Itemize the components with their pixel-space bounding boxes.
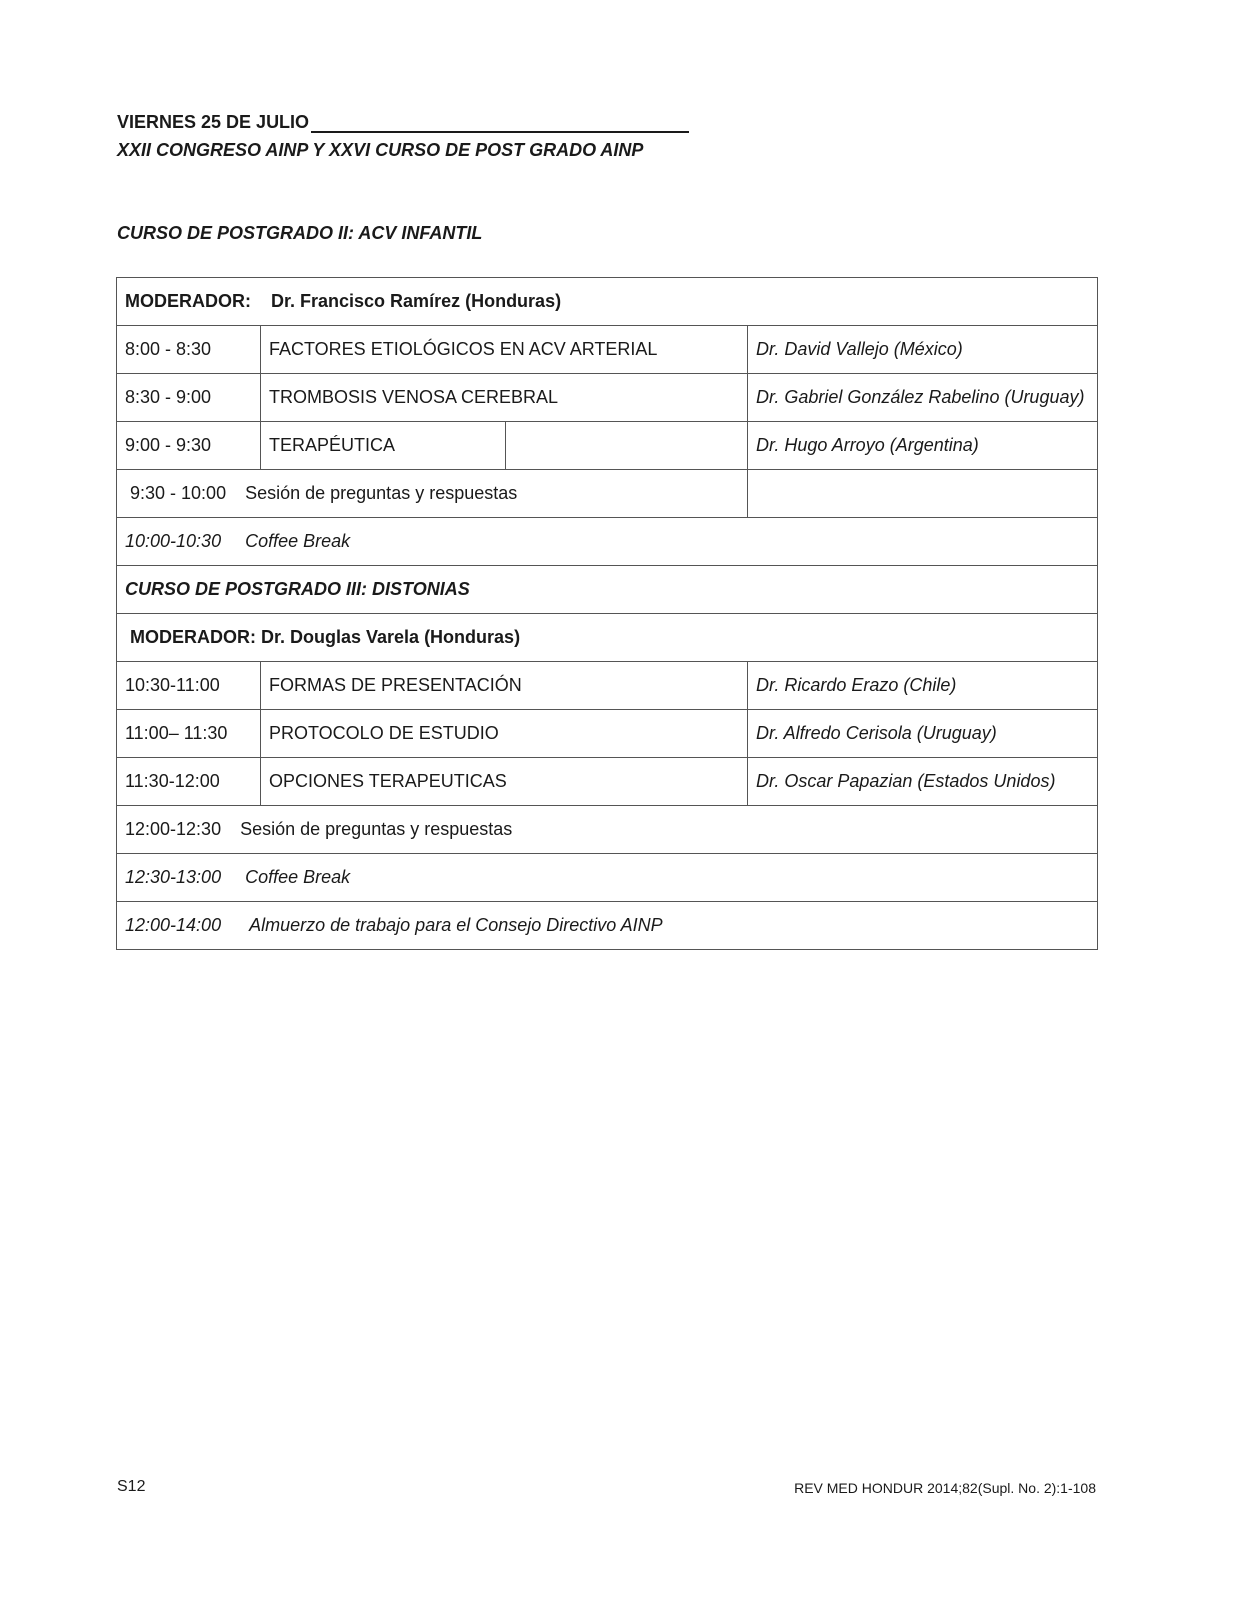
table-row: [117, 374, 1098, 422]
topic-cell: FORMAS DE PRESENTACIÓN: [261, 662, 748, 710]
day-label: VIERNES 25 DE JULIO: [117, 112, 310, 132]
journal-citation: REV MED HONDUR 2014;82(Supl. No. 2):1-108: [794, 1480, 1096, 1496]
table-row: [117, 758, 1098, 806]
moderator-cell: [117, 278, 1098, 326]
topic-cell: TERAPÉUTICA: [261, 422, 506, 470]
speaker-cell: Dr. Hugo Arroyo (Argentina): [748, 422, 1098, 470]
time-cell: 11:30-12:00: [117, 758, 261, 806]
speaker-cell: Dr. Ricardo Erazo (Chile): [748, 662, 1098, 710]
day-heading: [117, 112, 689, 133]
topic-cell: FACTORES ETIOLÓGICOS EN ACV ARTERIAL: [261, 326, 748, 374]
speaker-cell: Dr. Alfredo Cerisola (Uruguay): [748, 710, 1098, 758]
time-cell: 8:30 - 9:00: [117, 374, 261, 422]
moderator-label: MODERADOR:: [125, 291, 251, 311]
empty-cell: [748, 470, 1098, 518]
course-title: CURSO DE POSTGRADO II: ACV INFANTIL: [117, 223, 483, 243]
speaker-cell: Dr. Gabriel González Rabelino (Uruguay): [748, 374, 1098, 422]
moderator-row: [117, 614, 1098, 662]
speaker-cell: Dr. David Vallejo (México): [748, 326, 1098, 374]
break-time: 12:30-13:00: [125, 867, 222, 887]
qa-cell: [117, 806, 1098, 854]
qa-row: [117, 806, 1098, 854]
qa-time: 9:30 - 10:00: [130, 483, 227, 503]
time-cell: 11:00– 11:30: [117, 710, 261, 758]
course3-title: CURSO DE POSTGRADO III: DISTONIAS: [117, 566, 1098, 614]
lunch-text: Almuerzo de trabajo para el Consejo Directivo AINP: [249, 915, 663, 935]
qa-text: Sesión de preguntas y respuestas: [240, 819, 513, 839]
table-row: [117, 662, 1098, 710]
topic-cell: TROMBOSIS VENOSA CEREBRAL: [261, 374, 748, 422]
moderator-name: Dr. Francisco Ramírez (Honduras): [271, 291, 562, 311]
qa-row: [117, 470, 1098, 518]
break-text: Coffee Break: [245, 867, 351, 887]
course-row: [117, 566, 1098, 614]
moderator-row: [117, 278, 1098, 326]
page-number: S12: [117, 1478, 146, 1495]
time-cell: 10:30-11:00: [117, 662, 261, 710]
table-row: [117, 710, 1098, 758]
congress-title: XXII CONGRESO AINP Y XXVI CURSO DE POST GRADO AINP: [117, 140, 644, 160]
break-row: [117, 854, 1098, 902]
break-cell: [117, 518, 1098, 566]
schedule-table: [116, 277, 1098, 950]
lunch-row: [117, 902, 1098, 950]
topic-cell: OPCIONES TERAPEUTICAS: [261, 758, 748, 806]
speaker-cell: Dr. Oscar Papazian (Estados Unidos): [748, 758, 1098, 806]
topic-cell: PROTOCOLO DE ESTUDIO: [261, 710, 748, 758]
empty-cell: [506, 422, 748, 470]
qa-time: 12:00-12:30: [125, 819, 222, 839]
break-text: Coffee Break: [245, 531, 351, 551]
break-cell: [117, 854, 1098, 902]
moderator2-cell: MODERADOR: Dr. Douglas Varela (Honduras): [117, 614, 1098, 662]
break-row: [117, 518, 1098, 566]
time-cell: 8:00 - 8:30: [117, 326, 261, 374]
qa-cell: [117, 470, 748, 518]
lunch-cell: [117, 902, 1098, 950]
table-row: [117, 422, 1098, 470]
lunch-time: 12:00-14:00: [125, 915, 222, 935]
heading-rule: [311, 113, 689, 133]
break-time: 10:00-10:30: [125, 531, 222, 551]
qa-text: Sesión de preguntas y respuestas: [245, 483, 518, 503]
table-row: [117, 326, 1098, 374]
time-cell: 9:00 - 9:30: [117, 422, 261, 470]
